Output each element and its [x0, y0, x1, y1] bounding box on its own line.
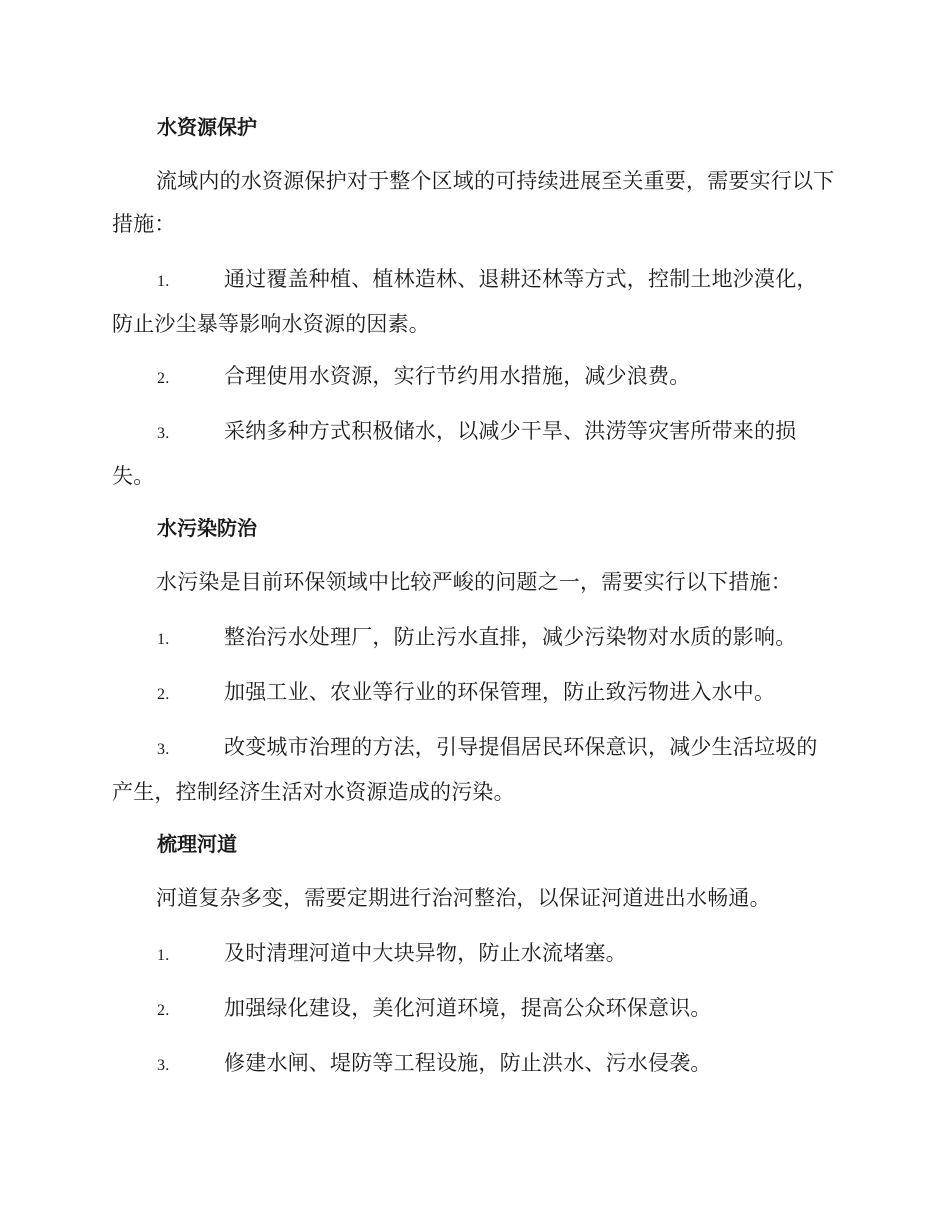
- list-item-text: 整治污水处理厂，防止污水直排，减少污染物对水质的影响。: [224, 625, 797, 649]
- list-number: 1.: [157, 947, 170, 964]
- list-item: [112, 355, 836, 400]
- list-number: 3.: [157, 425, 170, 442]
- section-intro: 河道复杂多变，需要定期进行治河整治，以保证河道进出水畅通。: [156, 886, 771, 910]
- list-item-text: 采纳多种方式积极储水，以减少干旱、洪涝等灾害所带来的损失。: [112, 419, 797, 488]
- list-number: 1.: [157, 631, 170, 648]
- section-heading-water-resource-protection: 水资源保护: [157, 115, 257, 139]
- list-number: 2.: [157, 1002, 170, 1019]
- list-number: 3.: [157, 1057, 170, 1074]
- list-item-text: 加强工业、农业等行业的环保管理，防止致污物进入水中。: [224, 680, 776, 704]
- list-item-text: 修建水闸、堤防等工程设施，防止洪水、污水侵袭。: [224, 1051, 712, 1075]
- list-item: [112, 258, 836, 346]
- list-item: [112, 932, 836, 977]
- list-number: 3.: [157, 741, 170, 758]
- list-item: [112, 671, 836, 716]
- list-item-text: 合理使用水资源，实行节约用水措施，减少浪费。: [224, 364, 691, 388]
- list-number: 2.: [157, 370, 170, 387]
- list-number: 2.: [157, 686, 170, 703]
- list-item: [112, 726, 836, 814]
- section-intro: 流域内的水资源保护对于整个区域的可持续进展至关重要，需要实行以下措施：: [112, 169, 835, 236]
- list-item: [112, 410, 836, 498]
- list-item: [112, 1042, 836, 1087]
- section-heading-river-dredging: 梳理河道: [157, 832, 237, 856]
- list-item-text: 加强绿化建设，美化河道环境，提高公众环保意识。: [224, 996, 712, 1020]
- section-heading-water-pollution-control: 水污染防治: [157, 516, 257, 540]
- list-number: 1.: [157, 273, 170, 290]
- list-item-text: 改变城市治理的方法，引导提倡居民环保意识，减少生活垃圾的产生，控制经济生活对水资源造成的污染。: [112, 735, 818, 804]
- list-item-text: 及时清理河道中大块异物，防止水流堵塞。: [224, 941, 627, 965]
- list-item: [112, 616, 836, 661]
- section-intro: 水污染是目前环保领域中比较严峻的问题之一，需要实行以下措施：: [156, 570, 792, 594]
- list-item: [112, 987, 836, 1032]
- list-item-text: 通过覆盖种植、植林造林、退耕还林等方式，控制土地沙漠化，防止沙尘暴等影响水资源的因素。: [112, 267, 818, 336]
